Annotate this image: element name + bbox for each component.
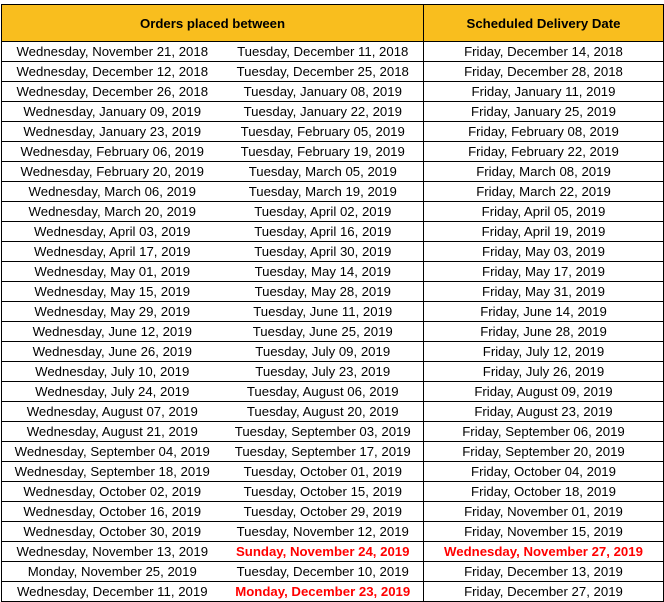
order-start-date-cell: Wednesday, May 15, 2019 <box>2 282 223 302</box>
order-start-date-cell: Wednesday, November 21, 2018 <box>2 42 223 62</box>
order-end-date-cell: Tuesday, February 05, 2019 <box>223 122 424 142</box>
order-end-date-cell: Tuesday, June 11, 2019 <box>223 302 424 322</box>
delivery-date-cell: Friday, April 05, 2019 <box>424 202 664 222</box>
order-end-date-cell: Tuesday, July 23, 2019 <box>223 362 424 382</box>
order-start-date-cell: Wednesday, September 04, 2019 <box>2 442 223 462</box>
order-end-date-cell: Tuesday, July 09, 2019 <box>223 342 424 362</box>
table-row <box>2 282 664 302</box>
order-start-date-cell: Wednesday, December 11, 2019 <box>2 582 223 602</box>
order-end-date-cell: Tuesday, October 15, 2019 <box>223 482 424 502</box>
order-start-date-cell: Wednesday, October 30, 2019 <box>2 522 223 542</box>
delivery-date-cell: Friday, December 13, 2019 <box>424 562 664 582</box>
delivery-date-cell: Friday, January 11, 2019 <box>424 82 664 102</box>
table-row <box>2 262 664 282</box>
delivery-date-cell: Friday, July 26, 2019 <box>424 362 664 382</box>
order-start-date-cell: Wednesday, July 10, 2019 <box>2 362 223 382</box>
order-start-date-cell: Wednesday, September 18, 2019 <box>2 462 223 482</box>
table-row <box>2 122 664 142</box>
table-row <box>2 42 664 62</box>
table-row <box>2 582 664 602</box>
delivery-date-cell: Friday, August 23, 2019 <box>424 402 664 422</box>
header-row <box>2 5 664 42</box>
table-row <box>2 402 664 422</box>
table-row <box>2 82 664 102</box>
order-start-date-cell: Wednesday, October 02, 2019 <box>2 482 223 502</box>
order-end-date-cell: Tuesday, November 12, 2019 <box>223 522 424 542</box>
order-end-date-cell: Tuesday, August 20, 2019 <box>223 402 424 422</box>
order-end-date-cell: Tuesday, September 03, 2019 <box>223 422 424 442</box>
order-end-date-cell: Tuesday, May 14, 2019 <box>223 262 424 282</box>
table-row <box>2 562 664 582</box>
order-end-date-cell: Tuesday, April 16, 2019 <box>223 222 424 242</box>
delivery-date-cell: Friday, August 09, 2019 <box>424 382 664 402</box>
order-end-date-cell: Tuesday, April 02, 2019 <box>223 202 424 222</box>
order-start-date-cell: Wednesday, June 26, 2019 <box>2 342 223 362</box>
delivery-date-cell: Wednesday, November 27, 2019 <box>424 542 664 562</box>
order-start-date-cell: Wednesday, October 16, 2019 <box>2 502 223 522</box>
order-start-date-cell: Wednesday, April 03, 2019 <box>2 222 223 242</box>
delivery-date-cell: Friday, June 28, 2019 <box>424 322 664 342</box>
table-row <box>2 362 664 382</box>
table-row <box>2 522 664 542</box>
order-start-date-cell: Wednesday, January 09, 2019 <box>2 102 223 122</box>
delivery-date-cell: Friday, September 20, 2019 <box>424 442 664 462</box>
order-start-date-cell: Wednesday, February 20, 2019 <box>2 162 223 182</box>
delivery-date-cell: Friday, May 31, 2019 <box>424 282 664 302</box>
delivery-schedule-table <box>1 4 664 602</box>
table-row <box>2 342 664 362</box>
order-end-date-cell: Tuesday, March 19, 2019 <box>223 182 424 202</box>
order-end-date-cell: Tuesday, October 01, 2019 <box>223 462 424 482</box>
order-start-date-cell: Wednesday, July 24, 2019 <box>2 382 223 402</box>
order-end-date-cell: Tuesday, April 30, 2019 <box>223 242 424 262</box>
order-start-date-cell: Wednesday, March 06, 2019 <box>2 182 223 202</box>
delivery-date-cell: Friday, September 06, 2019 <box>424 422 664 442</box>
table-row <box>2 542 664 562</box>
table-row <box>2 242 664 262</box>
order-start-date-cell: Wednesday, December 12, 2018 <box>2 62 223 82</box>
order-start-date-cell: Wednesday, January 23, 2019 <box>2 122 223 142</box>
order-end-date-cell: Tuesday, March 05, 2019 <box>223 162 424 182</box>
order-end-date-cell: Tuesday, December 10, 2019 <box>223 562 424 582</box>
delivery-date-cell: Friday, January 25, 2019 <box>424 102 664 122</box>
delivery-date-header: Scheduled Delivery Date <box>424 5 664 42</box>
order-start-date-cell: Wednesday, May 29, 2019 <box>2 302 223 322</box>
order-end-date-cell: Tuesday, January 22, 2019 <box>223 102 424 122</box>
table-row <box>2 422 664 442</box>
delivery-date-cell: Friday, May 03, 2019 <box>424 242 664 262</box>
delivery-date-cell: Friday, March 08, 2019 <box>424 162 664 182</box>
delivery-date-cell: Friday, May 17, 2019 <box>424 262 664 282</box>
order-end-date-cell: Tuesday, October 29, 2019 <box>223 502 424 522</box>
delivery-date-cell: Friday, March 22, 2019 <box>424 182 664 202</box>
order-start-date-cell: Wednesday, June 12, 2019 <box>2 322 223 342</box>
delivery-date-cell: Friday, July 12, 2019 <box>424 342 664 362</box>
table-row <box>2 202 664 222</box>
order-end-date-cell: Tuesday, August 06, 2019 <box>223 382 424 402</box>
table-row <box>2 482 664 502</box>
order-start-date-cell: Wednesday, May 01, 2019 <box>2 262 223 282</box>
delivery-date-cell: Friday, October 18, 2019 <box>424 482 664 502</box>
order-end-date-cell: Tuesday, May 28, 2019 <box>223 282 424 302</box>
delivery-date-cell: Friday, November 01, 2019 <box>424 502 664 522</box>
table-row <box>2 502 664 522</box>
delivery-date-cell: Friday, June 14, 2019 <box>424 302 664 322</box>
table-row <box>2 182 664 202</box>
table-row <box>2 322 664 342</box>
order-end-date-cell: Tuesday, December 11, 2018 <box>223 42 424 62</box>
table-row <box>2 222 664 242</box>
table-body <box>2 42 664 602</box>
table-row <box>2 162 664 182</box>
order-start-date-cell: Wednesday, August 21, 2019 <box>2 422 223 442</box>
table-row <box>2 462 664 482</box>
table-row <box>2 302 664 322</box>
table-header <box>2 5 664 42</box>
order-end-date-cell: Tuesday, February 19, 2019 <box>223 142 424 162</box>
order-end-date-cell: Tuesday, June 25, 2019 <box>223 322 424 342</box>
order-start-date-cell: Wednesday, April 17, 2019 <box>2 242 223 262</box>
delivery-date-cell: Friday, November 15, 2019 <box>424 522 664 542</box>
order-start-date-cell: Wednesday, February 06, 2019 <box>2 142 223 162</box>
table-row <box>2 102 664 122</box>
order-start-date-cell: Wednesday, March 20, 2019 <box>2 202 223 222</box>
order-end-date-cell: Monday, December 23, 2019 <box>223 582 424 602</box>
table-row <box>2 62 664 82</box>
delivery-date-cell: Friday, December 27, 2019 <box>424 582 664 602</box>
delivery-date-cell: Friday, October 04, 2019 <box>424 462 664 482</box>
order-start-date-cell: Wednesday, August 07, 2019 <box>2 402 223 422</box>
order-end-date-cell: Tuesday, December 25, 2018 <box>223 62 424 82</box>
delivery-date-cell: Friday, February 22, 2019 <box>424 142 664 162</box>
order-end-date-cell: Sunday, November 24, 2019 <box>223 542 424 562</box>
order-end-date-cell: Tuesday, January 08, 2019 <box>223 82 424 102</box>
order-start-date-cell: Monday, November 25, 2019 <box>2 562 223 582</box>
order-start-date-cell: Wednesday, November 13, 2019 <box>2 542 223 562</box>
delivery-date-cell: Friday, December 14, 2018 <box>424 42 664 62</box>
table-row <box>2 142 664 162</box>
delivery-date-cell: Friday, December 28, 2018 <box>424 62 664 82</box>
orders-placed-header: Orders placed between <box>2 5 424 42</box>
table-row <box>2 442 664 462</box>
order-end-date-cell: Tuesday, September 17, 2019 <box>223 442 424 462</box>
table-row <box>2 382 664 402</box>
order-start-date-cell: Wednesday, December 26, 2018 <box>2 82 223 102</box>
delivery-date-cell: Friday, February 08, 2019 <box>424 122 664 142</box>
delivery-date-cell: Friday, April 19, 2019 <box>424 222 664 242</box>
